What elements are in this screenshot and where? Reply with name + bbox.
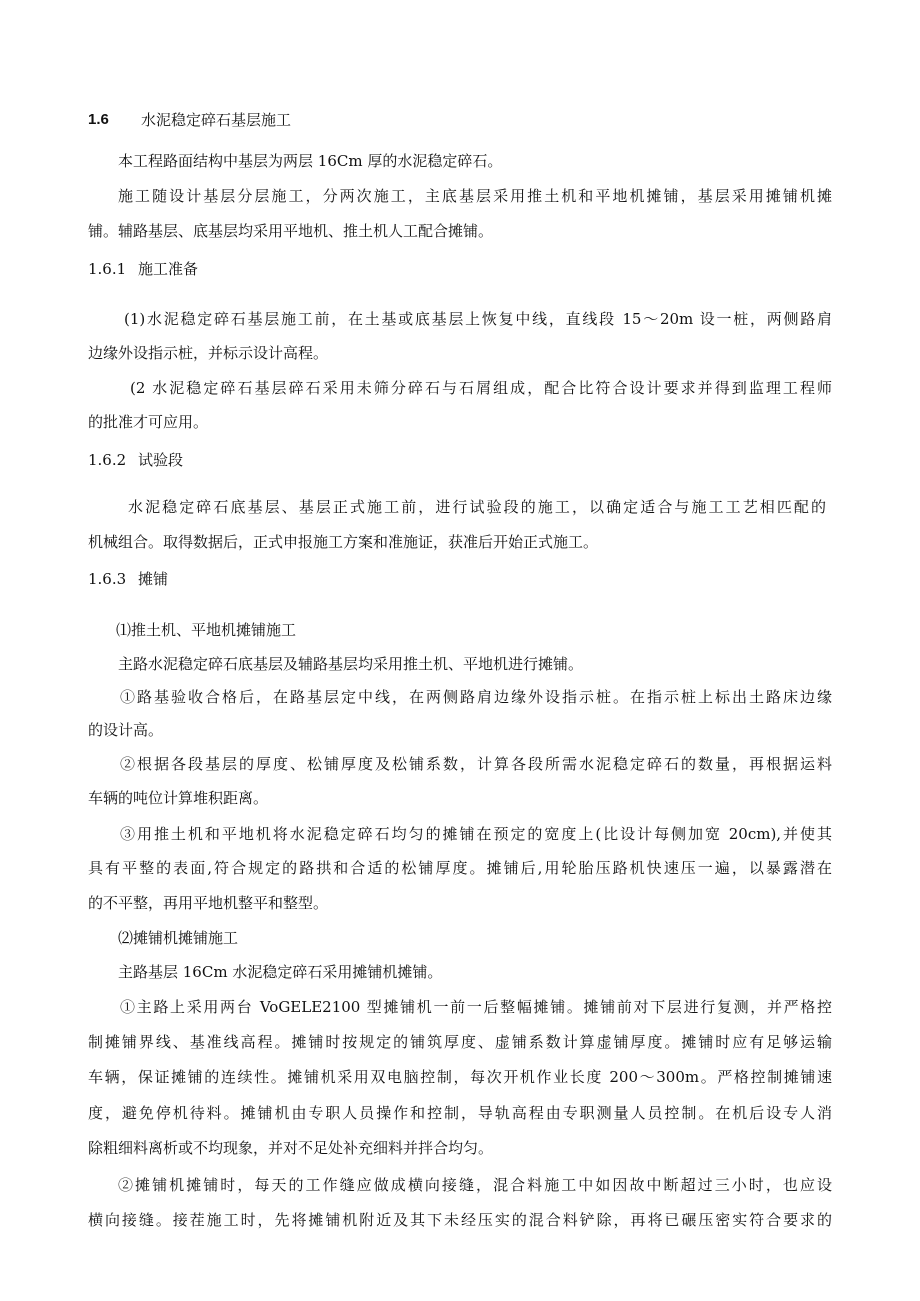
paving-part-2-intro: 主路基层 16Cm 水泥稳定碎石采用摊铺机摊铺。 [118, 963, 443, 981]
paving-item-2-line-1: ②根据各段基层的厚度、松铺厚度及松铺系数，计算各段所需水泥稳定碎石的数量，再根据运料 [120, 755, 832, 773]
intro-paragraph-2-line-2: 铺。辅路基层、底基层均采用平地机、推土机人工配合摊铺。 [88, 222, 494, 240]
subsection-number: 1.6.2 [88, 451, 127, 469]
paving-item-4-line-3: 车辆，保证摊铺的连续性。摊铺机采用双电脑控制，每次开机作业长度 200～300m。严格控制摊铺速 [88, 1068, 832, 1086]
paving-item-2-line-2: 车辆的吨位计算堆积距离。 [88, 789, 269, 807]
preparation-item-2-line-2: 的批准才可应用。 [88, 413, 209, 431]
paving-item-4-line-5: 除粗细料离析或不均现象，并对不足处补充细料并拌合均匀。 [88, 1139, 494, 1157]
paving-part-1-intro: 主路水泥稳定碎石底基层及辅路基层均采用推土机、平地机进行摊铺。 [118, 655, 584, 673]
subsection-title: 试验段 [138, 451, 184, 469]
subsection-title: 摊铺 [138, 570, 169, 588]
section-number: 1.6 [88, 111, 109, 128]
paving-item-3-line-1: ③用推土机和平地机将水泥稳定碎石均匀的摊铺在预定的宽度上(比设计每侧加宽 20cm),并使其 [120, 825, 832, 843]
paving-item-1-line-2: 的设计高。 [88, 721, 164, 739]
subsection-title: 施工准备 [138, 260, 199, 278]
preparation-item-1-line-2: 边缘外设指示桩，并标示设计高程。 [88, 344, 329, 362]
paving-item-1-line-1: ①路基验收合格后，在路基层定中线，在两侧路肩边缘外设指示桩。在指示桩上标出土路床边缘 [120, 688, 832, 706]
paving-item-4-line-4: 度，避免停机待料。摊铺机由专职人员操作和控制，导轨高程由专职测量人员控制。在机后设专人消 [88, 1104, 832, 1122]
preparation-item-2-line-1: (2 水泥稳定碎石基层碎石采用未筛分碎石与石屑组成，配合比符合设计要求并得到监理工程师 [130, 379, 832, 397]
intro-paragraph-2-line-1: 施工随设计基层分层施工，分两次施工，主底基层采用推土机和平地机摊铺，基层采用摊铺机摊 [118, 187, 832, 205]
section-title: 水泥稳定碎石基层施工 [141, 111, 292, 129]
subsection-number: 1.6.3 [88, 570, 127, 588]
paving-item-5-line-2: 横向接缝。接茬施工时，先将摊铺机附近及其下未经压实的混合料铲除，再将已碾压密实符合要求的 [88, 1211, 832, 1229]
paving-item-5-line-1: ②摊铺机摊铺时，每天的工作缝应做成横向接缝，混合料施工中如因故中断超过三小时，也应设 [118, 1176, 832, 1194]
trial-section-line-2: 机械组合。取得数据后，正式申报施工方案和准施证，获准后开始正式施工。 [88, 533, 599, 551]
intro-paragraph-1: 本工程路面结构中基层为两层 16Cm 厚的水泥稳定碎石。 [118, 152, 503, 170]
trial-section-line-1: 水泥稳定碎石底基层、基层正式施工前，进行试验段的施工，以确定适合与施工工艺相匹配的 [128, 498, 826, 516]
subsection-number: 1.6.1 [88, 260, 127, 278]
paving-part-2-heading: ⑵摊铺机摊铺施工 [118, 929, 239, 947]
paving-item-4-line-1: ①主路上采用两台 VoGELE2100 型摊铺机一前一后整幅摊铺。摊铺前对下层进行复测，并严格控 [120, 998, 832, 1016]
paving-item-3-line-2: 具有平整的表面,符合规定的路拱和合适的松铺厚度。摊铺后,用轮胎压路机快速压一遍，以暴露潜在 [88, 859, 832, 877]
paving-part-1-heading: ⑴推土机、平地机摊铺施工 [116, 621, 297, 639]
preparation-item-1-line-1: (1)水泥稳定碎石基层施工前，在土基或底基层上恢复中线，直线段 15～20m 设一桩，两侧路肩 [124, 310, 832, 328]
paving-item-4-line-2: 制摊铺界线、基准线高程。摊铺时按规定的铺筑厚度、虚铺系数计算虚铺厚度。摊铺时应有足够运输 [88, 1033, 832, 1051]
paving-item-3-line-3: 的不平整，再用平地机整平和整型。 [88, 894, 329, 912]
